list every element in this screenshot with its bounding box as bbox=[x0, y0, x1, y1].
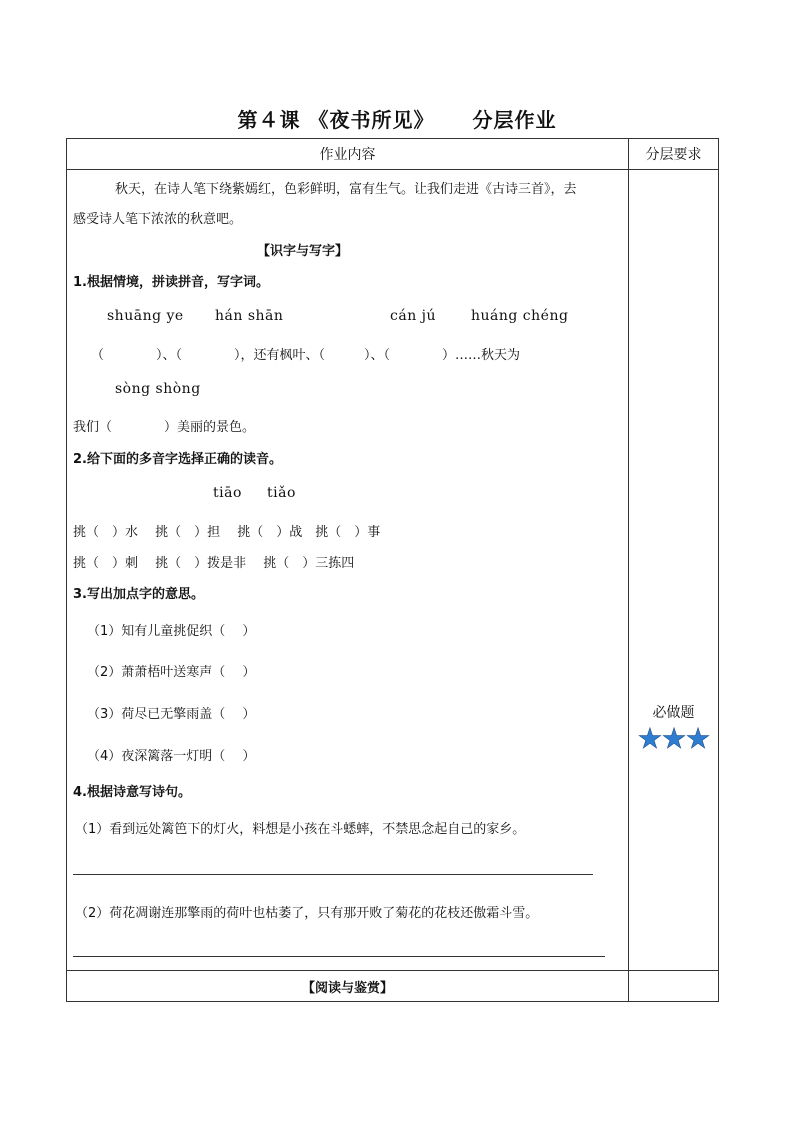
header-content: 作业内容 bbox=[67, 139, 629, 170]
q2-pinyin-1: tiāo bbox=[213, 485, 242, 501]
intro-line-2: 感受诗人笔下浓浓的秋意吧。 bbox=[73, 212, 243, 227]
level-cell bbox=[629, 170, 719, 971]
q2-row-1: 挑（ ）水 挑（ ）担 挑（ ）战 挑（ ）事 bbox=[73, 525, 381, 540]
q3-item-1: （1）知有儿童挑促织（ ） bbox=[87, 624, 256, 639]
q4-item-2: （2）荷花凋谢连那擎雨的荷叶也枯萎了，只有那开败了菊花的花枝还傲霜斗雪。 bbox=[75, 906, 539, 921]
q3-item-2: （2）萧萧梧叶送寒声（ ） bbox=[87, 665, 256, 680]
q2-title: 2.给下面的多音字选择正确的读音。 bbox=[73, 452, 282, 467]
q1-pinyin-2: hán shān bbox=[215, 308, 284, 324]
q1-pinyin-1: shuāng ye bbox=[107, 308, 184, 324]
q1-pinyin-5: sòng shòng bbox=[115, 381, 201, 397]
q3-item-4: （4）夜深篱落一灯明（ ） bbox=[87, 749, 256, 764]
q1-pinyin-3: cán jú bbox=[390, 308, 437, 324]
q2-row-2: 挑（ ）刺 挑（ ）拨是非 挑（ ）三拣四 bbox=[73, 556, 355, 571]
q1-fill-line: （ ）、（ ），还有枫叶、（ ）、（ ）……秋天为 bbox=[91, 348, 521, 363]
content-cell bbox=[67, 170, 629, 971]
q4-answer-line-2 bbox=[73, 956, 605, 957]
header-level: 分层要求 bbox=[629, 139, 719, 170]
intro-line-1: 秋天，在诗人笔下绕紫嫣红，色彩鲜明，富有生气。让我们走进《古诗三首》，去 bbox=[115, 182, 577, 197]
q4-item-1: （1）看到远处篱笆下的灯火，料想是小孩在斗蟋蟀，不禁思念起自己的家乡。 bbox=[75, 822, 526, 837]
q2-pinyin-2: tiǎo bbox=[267, 485, 296, 501]
section-heading-literacy: 【识字与写字】 bbox=[257, 244, 349, 259]
section-heading-reading: 【阅读与鉴赏】 bbox=[67, 971, 629, 1002]
q1-pinyin-4: huáng chéng bbox=[471, 308, 569, 324]
content-row bbox=[67, 170, 719, 971]
reading-level-cell bbox=[629, 971, 719, 1002]
level-label: 必做题 bbox=[652, 705, 695, 721]
q3-item-3: （3）荷尽已无擎雨盖（ ） bbox=[87, 707, 256, 722]
table-header-row bbox=[67, 139, 719, 170]
page-title bbox=[0, 104, 794, 133]
homework-table bbox=[66, 138, 719, 1002]
title-subtitle: 分层作业 bbox=[472, 108, 557, 132]
q1-fill-line-2: 我们（ ）美丽的景色。 bbox=[73, 420, 256, 435]
title-lesson: 第４课 《夜书所见》 bbox=[237, 108, 435, 132]
q4-answer-line-1 bbox=[73, 874, 593, 875]
reading-row bbox=[67, 971, 719, 1002]
star-rating-icon: ★★★ bbox=[637, 722, 710, 755]
q3-title: 3.写出加点字的意思。 bbox=[73, 587, 204, 602]
q4-title: 4.根据诗意写诗句。 bbox=[73, 785, 191, 800]
q1-title: 1.根据情境，拼读拼音，写字词。 bbox=[73, 275, 269, 290]
